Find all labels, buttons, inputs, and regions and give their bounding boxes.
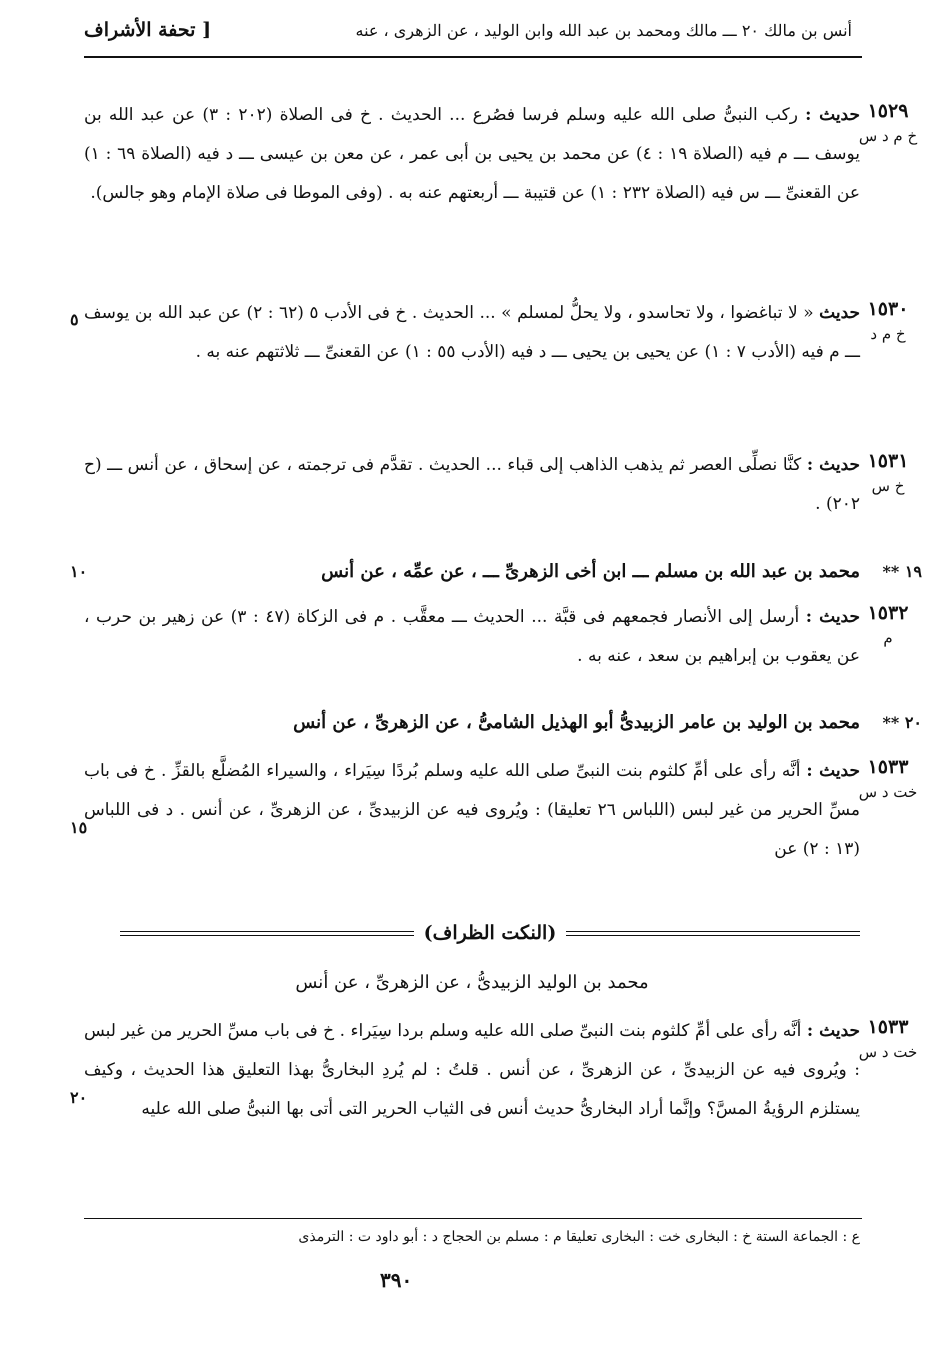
hadith-entry xyxy=(84,446,909,524)
hadith-sigla: م xyxy=(883,629,893,647)
hadith-lead: حديث : xyxy=(806,761,860,781)
hadith-lead: حديث : xyxy=(806,455,861,475)
footer-rule xyxy=(84,1218,862,1219)
hadith-sigla: خت د س xyxy=(858,1043,918,1061)
hadith-sigla: خ م د س xyxy=(858,127,918,145)
section-number: ٢٠ ** xyxy=(882,713,922,732)
nukat-label: (النكت الظراف) xyxy=(423,922,557,944)
hadith-sigla: خ س xyxy=(871,477,905,495)
header-book-title: [ تحفة الأشراف xyxy=(84,19,212,41)
hadith-number: ١٥٣١ xyxy=(867,450,909,472)
nukat-subheading: محمد بن الوليد الزبيدىُّ ، عن الزهرىِّ ، عن أنس xyxy=(295,972,649,993)
nukat-divider xyxy=(120,918,860,948)
section-title: محمد بن عبد الله بن مسلم ـــ ابن أخى الزهرىِّ ـــ ، عن عمِّه ، عن أنس xyxy=(321,561,860,582)
section-number: ١٩ ** xyxy=(882,562,922,581)
hadith-entry xyxy=(84,598,909,676)
hadith-sigla: خت د س xyxy=(858,783,918,801)
hadith-entry xyxy=(84,294,909,372)
header-rule xyxy=(84,56,862,58)
divider-line xyxy=(566,931,860,936)
hadith-sigla: خ م د xyxy=(870,325,906,343)
hadith-entry xyxy=(84,96,918,213)
sigla-legend: ع : الجماعة الستة خ : البخارى خت : البخارى تعليقا م : مسلم بن الحجاج د : أبو داود ت : الترمذى xyxy=(298,1229,860,1245)
running-header xyxy=(84,8,860,52)
margin-line-number: ١٠ xyxy=(70,562,88,581)
margin-line-number: ٢٠ xyxy=(70,1088,88,1107)
margin-line-number: ١٥ xyxy=(70,818,88,837)
hadith-number: ١٥٢٩ xyxy=(867,100,909,122)
divider-line xyxy=(120,931,414,936)
hadith-number: ١٥٣٣ xyxy=(867,756,909,778)
hadith-number: ١٥٣٢ xyxy=(867,602,909,624)
hadith-text: حديث : أرسل إلى الأنصار فجمعهم فى قبَّة ... الحديث ـــ معقَّب . م فى الزكاة (٤٧ : ٣) عن زهير بن حرب ، عن يعقوب بن إبراهيم بن سعد ، عنه به . xyxy=(84,607,860,666)
hadith-entry xyxy=(84,752,918,869)
section-heading xyxy=(84,708,922,738)
hadith-lead: حديث : xyxy=(805,105,860,125)
hadith-lead: حديث : xyxy=(805,607,860,627)
section-title: محمد بن الوليد بن عامر الزبيدىُّ أبو الهذيل الشامىُّ ، عن الزهرىِّ ، عن أنس xyxy=(293,712,860,733)
hadith-text: حديث : ركب النبىُّ صلى الله عليه وسلم فرسا فصُرع ... الحديث . خ فى الصلاة (٢٠٢ : ٣) عن عبد الله بن يوسف ـــ م فيه (الصلاة ١٩ : ٤) عن محمد بن يحيى بن أبى عمر ، عن معن بن عيسى ـــ د فيه (الصلاة ٦٩ : ١) عن القعنىِّ ـــ س فيه (الصلاة ٢٣٢ : ١) عن قتيبة ـــ أربعتهم عنه به . (وفى الموطا فى صلاة الإمام وهو جالس). xyxy=(84,105,860,203)
hadith-number: ١٥٣٣ xyxy=(867,1016,909,1038)
hadith-text: حديث : أنَّه رأى على أمِّ كلثوم بنت النبىِّ صلى الله عليه وسلم بردا سِيَراء . خ فى باب مسِّ الحرير من غير لبس : ويُروى فيه عن الزبيدىِّ ، عن الزهرىِّ ، عن أنس . قلتُ : لم يُردِ البخارىُّ بهذا التعليق هذا الحديث ، وكيف يستلزم الرؤيةُ المسَّ؟ وإنَّما أراد البخارىُّ حديث أنس فى الثياب الحرير التى أتى بها النبىُّ صلى الله عليه xyxy=(84,1021,861,1119)
hadith-entry xyxy=(84,1012,918,1129)
section-heading xyxy=(84,557,922,587)
hadith-text: حديث : أنَّه رأى على أمِّ كلثوم بنت النبىِّ صلى الله عليه وسلم بُردًا سِيَراء ، والسيراء المُضلَّع بالقزِّ . خ فى باب مسِّ الحرير من غير لبس (اللباس ٢٦ تعليقا) : ويُروى فيه عن الزبيدىِّ ، عن الزهرىِّ ، عن أنس . د فى اللباس (١٣ : ٢) عن xyxy=(84,761,860,859)
margin-line-number: ٥ xyxy=(70,310,79,329)
hadith-number: ١٥٣٠ xyxy=(867,298,909,320)
hadith-text: حديث « لا تباغضوا ، ولا تحاسدو ، ولا يحلُّ لمسلم » ... الحديث . خ فى الأدب ٥ (٦٢ : ٢) عن عبد الله بن يوسف ـــ م فيه (الأدب ٧ : ١) عن يحيى بن يحيى ـــ د فيه (الأدب ٥٥ : ١) عن القعنىِّ ـــ ثلاثتهم عنه به . xyxy=(84,303,860,362)
hadith-lead: حديث : xyxy=(806,1021,860,1041)
hadith-lead: حديث xyxy=(819,303,860,323)
hadith-text: حديث : كنَّا نصلِّى العصر ثم يذهب الذاهب إلى قباء ... الحديث . تقدَّم فى ترجمته ، عن إسحاق ، عن أنس ـــ (ح ٢٠٢) . xyxy=(84,455,861,514)
header-title: أنس بن مالك ٢٠ ـــ مالك ومحمد بن عبد الله وابن الوليد ، عن الزهرى ، عنه xyxy=(355,20,852,40)
page-number: ٣٩٠ xyxy=(380,1268,413,1292)
